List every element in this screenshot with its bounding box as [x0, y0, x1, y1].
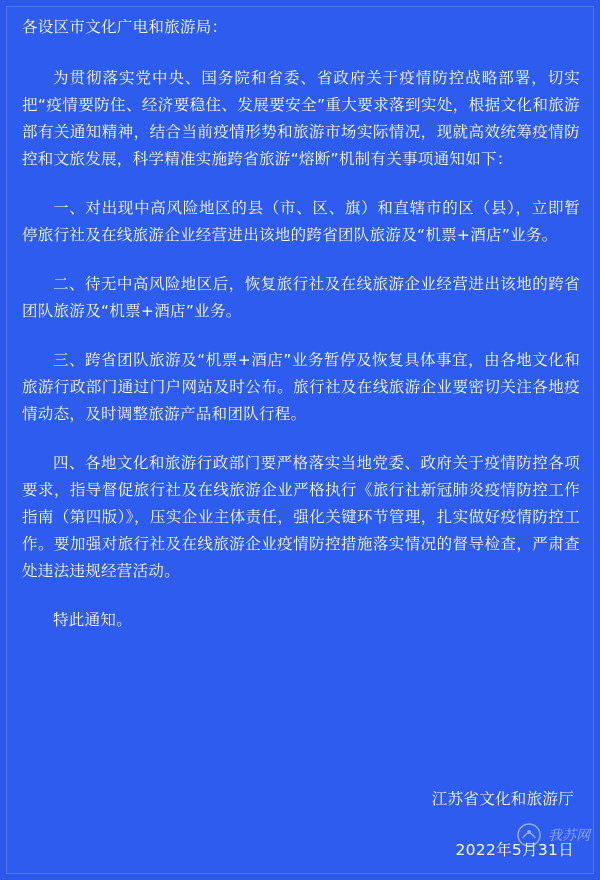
paragraph-item-4: 四、各地文化和旅游行政部门要严格落实当地党委、政府关于疫情防控各项要求，指导督促旅行社及在线旅游企业严格执行《旅行社新冠肺炎疫情防控工作指南（第四版）》，压实企业主体责任，强化关键环节管理，扎实做好疫情防控工作。要加强对旅行社及在线旅游企业疫情防控措施落实情况的督导检查，严肃查处违法违规经营活动。: [22, 454, 580, 580]
paragraph-intro: 为贯彻落实党中央、国务院和省委、省政府关于疫情防控战略部署，切实把“疫情要防住、经济要稳住、发展要安全”重大要求落到实处，根据文化和旅游部有关通知精神，结合当前疫情形势和旅游市场实际情况，现就高效统筹疫情防控和文旅发展，科学精准实施跨省旅游“熔断”机制有关事项通知如下：: [22, 69, 580, 168]
paragraph-item-2: 二、待无中高风险地区后，恢复旅行社及在线旅游企业经营进出该地的跨省团队旅游及“机票+酒店”业务。: [22, 275, 580, 320]
issue-date: 2022年5月31日: [455, 841, 574, 859]
salutation: 各设区市文化广电和旅游局：: [22, 18, 228, 36]
notice-document: [22, 14, 580, 634]
issuer-signature: 江苏省文化和旅游厅: [431, 790, 574, 808]
watermark-text: 我苏网: [548, 828, 590, 844]
paragraph-item-3: 三、跨省团队旅游及“机票+酒店”业务暂停及恢复具体事宜，由各地文化和旅游行政部门通过门户网站及时公布。旅行社及在线旅游企业要密切关注各地疫情动态，及时调整旅游产品和团队行程。: [22, 351, 580, 423]
closing-line: 特此通知。: [53, 611, 133, 629]
paragraph-item-1: 一、对出现中高风险地区的县（市、区、旗）和直辖市的区（县），立即暂停旅行社及在线旅游企业经营进出该地的跨省团队旅游及“机票+酒店”业务。: [22, 199, 580, 244]
